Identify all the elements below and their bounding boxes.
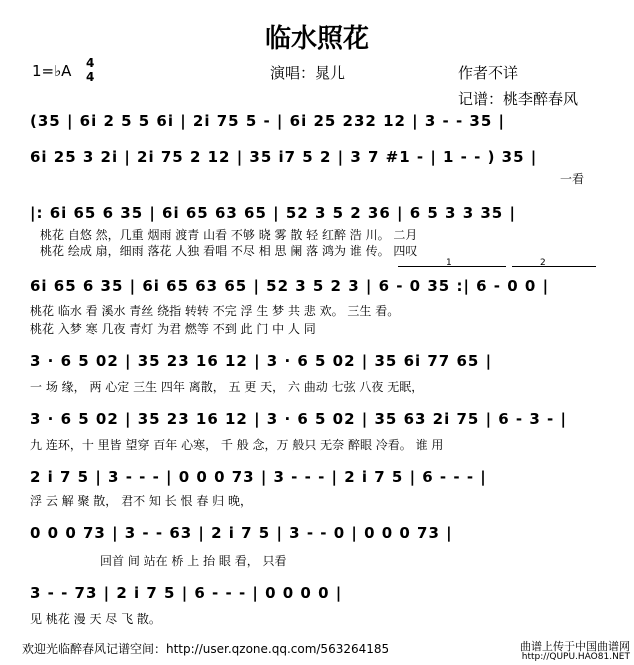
score-line-9: 3 - - 73 | 2 i 7 5 | 6 - - - | 0 0 0 0 |: [30, 584, 343, 602]
time-signature-top: 4: [86, 56, 96, 70]
score-line-8: 0 0 0 73 | 3 - - 63 | 2 i 7 5 | 3 - - 0 | 0 0 0 73 |: [30, 524, 453, 542]
volta-bracket-2: [512, 266, 596, 267]
lyric-line-6: 一 场 缘， 两 心定 三生 四年 离散， 五 更 天， 六 曲动 七弦 八夜 无眠，: [30, 380, 424, 394]
footer-link-text: 欢迎光临醉春风记谱空间：http://user.qzone.qq.com/563264185: [22, 642, 390, 656]
singer-credit: 演唱：晁儿: [270, 64, 346, 82]
composer-credit: 作者不详: [458, 64, 519, 82]
score-line-2: 6i 25 3 2i | 2i 75 2 12 | 35 i7 5 2 | 3 7 #1 - | 1 - - ) 35 |: [30, 148, 538, 166]
volta-number-1: 1: [446, 258, 452, 268]
lyric-line-10: 见 桃花 漫 天 尽 飞 散。: [30, 612, 161, 626]
lyric-line-5: 桃花 入梦 寒 几夜 青灯 为君 燃等 不到 此 门 中 人 同: [30, 322, 316, 336]
watermark-line-1: 曲谱上传于中国曲谱网: [520, 640, 630, 653]
lyric-line-3: 桃花 绘成 扇，细雨 落花 人独 看唱 不尽 相 思 阑 落 鸿为 谁 传。 四叹: [40, 244, 418, 258]
score-line-7: 2 i 7 5 | 3 - - - | 0 0 0 73 | 3 - - - | 2 i 7 5 | 6 - - - |: [30, 468, 487, 486]
volta-bracket-1: [398, 266, 506, 267]
time-signature-bottom: 4: [86, 70, 96, 84]
lyric-line-1: 一看: [560, 172, 585, 186]
score-line-5: 3 · 6 5 02 | 35 23 16 12 | 3 · 6 5 02 | 35 6i 77 65 |: [30, 352, 493, 370]
score-line-4: 6i 65 6 35 | 6i 65 63 65 | 52 3 5 2 3 | 6 - 0 35 :| 6 - 0 0 |: [30, 277, 550, 295]
key-signature: 1=♭A: [32, 62, 72, 80]
watermark-line-2: http://QUPU.HAO81.NET: [521, 652, 630, 662]
lyric-line-7: 九 连环，十 里皆 望穿 百年 心寒， 千 般 念，万 般只 无奈 醉眼 冷看。 谁 用: [30, 438, 444, 452]
song-title: 临水照花: [264, 24, 369, 54]
lyric-line-2: 桃花 自悠 然，几重 烟雨 渡青 山看 不够 晓 雾 散 轻 红醉 浩 川。 二月: [40, 228, 418, 242]
score-line-6: 3 · 6 5 02 | 35 23 16 12 | 3 · 6 5 02 | 35 63 2i 75 | 6 - 3 - |: [30, 410, 567, 428]
score-line-3: |: 6i 65 6 35 | 6i 65 63 65 | 52 3 5 2 36 | 6 5 3 3 35 |: [30, 204, 516, 222]
volta-number-2: 2: [540, 258, 546, 268]
transcriber-credit: 记谱：桃李醉春风: [458, 90, 579, 108]
lyric-line-9: 回首 间 站在 桥 上 抬 眼 看， 只看: [100, 554, 287, 568]
lyric-line-4: 桃花 临水 看 溪水 青丝 绕指 转转 不完 浮 生 梦 共 悲 欢。 三生 看。: [30, 304, 400, 318]
lyric-line-8: 浮 云 解 聚 散， 君不 知 长 恨 春 归 晚，: [30, 494, 252, 508]
score-line-1: (35 | 6i 2 5 5 6i | 2i 75 5 - | 6i 25 232 12 | 3 - - 35 |: [30, 112, 505, 130]
